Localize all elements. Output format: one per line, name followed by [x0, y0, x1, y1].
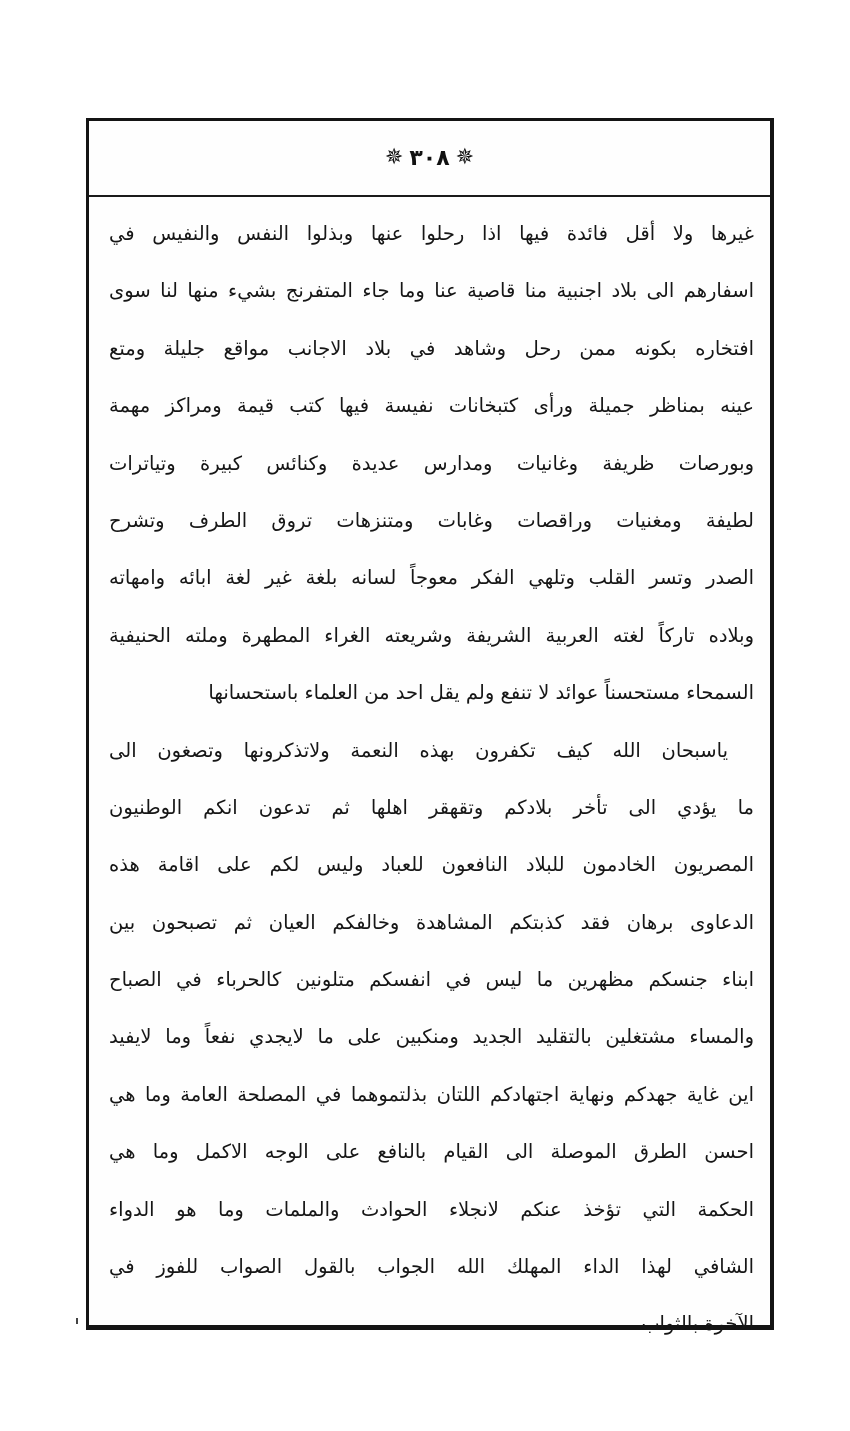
text-line: ابناء جنسكم مظهرين ما ليس في انفسكم متلونين كالحرباء في الصباح: [109, 968, 754, 992]
margin-mark: [76, 1318, 78, 1324]
page-frame: [86, 118, 774, 1336]
text-line: اين غاية جهدكم ونهاية اجتهادكم اللتان بذلتموهما في المصلحة العامة وما هي: [109, 1082, 754, 1106]
text-line: الدعاوى برهان فقد كذبتكم المشاهدة وخالفكم العيان ثم تصبحون بين: [109, 910, 754, 934]
text-line: السمحاء مستحسناً عوائد لا تنفع ولم يقل احد من العلماء باستحسانها: [208, 681, 754, 705]
body-text: [109, 205, 754, 1353]
text-line: والمساء مشتغلين بالتقليد الجديد ومنكبين على ما لايجدي نفعاً وما لايفيد: [109, 1025, 754, 1049]
text-line: وبلاده تاركاً لغته العربية الشريفة وشريعته الغراء المطهرة وملته الحنيفية: [109, 623, 754, 647]
text-line: اسفارهم الى بلاد اجنبية منا قاصية عنا وما جاء المتفرنج بشيء منها لنا سوى: [109, 279, 754, 303]
text-line: افتخاره بكونه ممن رحل وشاهد في بلاد الاجانب مواقع جليلة ومتع: [109, 336, 754, 360]
text-line: لطيفة ومغنيات وراقصات وغابات ومتنزهات تروق الطرف وتشرح: [109, 508, 754, 532]
text-line: عينه بمناظر جميلة ورأى كتبخانات نفيسة فيها كتب قيمة ومراكز مهمة: [109, 394, 754, 418]
page-number-group: [385, 146, 474, 171]
text-line: احسن الطرق الموصلة الى القيام بالنافع على الوجه الاكمل وما هي: [109, 1140, 754, 1164]
text-line: الصدر وتسر القلب وتلهي الفكر معوجاً لسانه بلغة غير لغة ابائه وامهاته: [109, 566, 754, 590]
text-line: غيرها ولا أقل فائدة فيها اذا رحلوا عنها وبذلوا النفس والنفيس في: [109, 222, 754, 245]
text-line: الآخرة بالثواب: [641, 1312, 754, 1336]
text-line: ما يؤدي الى تأخر بلادكم وتقهقر اهلها ثم تدعون انكم الوطنيون: [109, 795, 754, 819]
star-ornament-icon: ✵: [384, 145, 404, 170]
text-line: المصريون الخادمون للبلاد النافعون للعباد وليس لكم على اقامة هذه: [109, 853, 754, 877]
text-line: ياسبحان الله كيف تكفرون بهذه النعمة ولاتذكرونها وتصغون الى: [109, 738, 728, 762]
text-line: وبورصات ظريفة وغانيات ومدارس عديدة وكنائس كبيرة وتياترات: [109, 451, 754, 475]
page-number: ٣٠٨: [409, 145, 450, 171]
text-line: الحكمة التي تؤخذ عنكم لانجلاء الحوادث والملمات وما هو الدواء: [109, 1197, 754, 1221]
page-header: [89, 121, 770, 197]
text-line: الشافي لهذا الداء المهلك الله الجواب بالقول الصواب للفوز في: [109, 1255, 754, 1279]
star-ornament-icon: ✵: [455, 145, 475, 170]
